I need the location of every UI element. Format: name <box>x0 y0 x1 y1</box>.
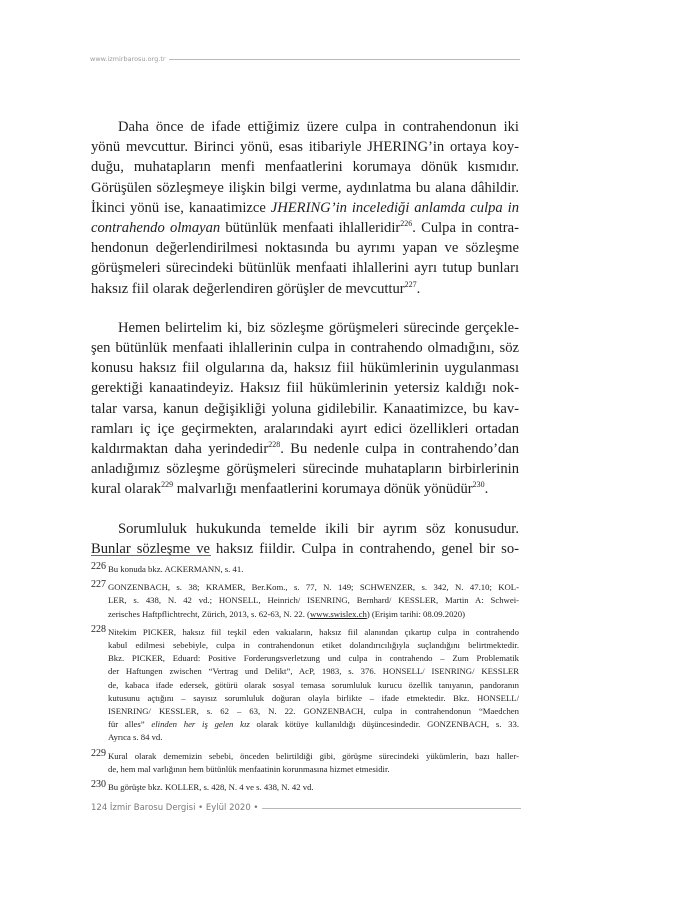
text-line: Daha önce de ifade ettiğimiz üzere culpa in contrahendonun iki <box>118 119 519 135</box>
paragraph-1 <box>91 117 519 299</box>
footnote-text: Bu konuda bkz. ACKERMANN, s. 41. <box>108 564 244 574</box>
text-run: ) (Erişim tarihi: 08.09.2020) <box>366 608 466 619</box>
italic-text: contrahendo olmayan <box>91 220 221 237</box>
text-line <box>91 198 519 218</box>
text-run: haksız fiil olarak değerlendiren görüşler de mevcuttur <box>91 280 405 297</box>
footnote-text <box>108 608 519 621</box>
text-line: Sorumluluk hukukunda temelde ikili bir ayrım söz konusudur. <box>118 520 519 537</box>
text-run: . Culpa in contra- <box>412 220 519 237</box>
footnote-229 <box>91 747 519 776</box>
text-run: kaldırmaktan daha yerindedir <box>91 441 269 458</box>
text-run: für alles” <box>108 719 152 730</box>
text-line: Hemen belirtelim ki, biz sözleşme görüşmeleri sürecinde gerçekle- <box>118 319 519 336</box>
footnote-227 <box>91 581 519 621</box>
text-run: zerisches Haftpflichtrecht, Zürich, 2013, s. 62-63, N. 22. ( <box>108 608 310 619</box>
footnote-text: Ayrıca s. 84 vd. <box>108 732 163 743</box>
footnote-text: der Haftungen zwischen “Vertrag und Delikt”, AcP, 1983, s. 376. HONSELL/ ISENRING/ KESSLER <box>108 666 519 677</box>
page-header <box>90 55 520 67</box>
footnote-ref-227[interactable]: 227 <box>404 279 417 289</box>
text-line: yönü mevcuttur. Birinci yönü, esas itibariyle JHERING’in ortaya koy- <box>91 139 519 156</box>
footnote-text: Bkz. PICKER, Eduard: Positive Forderungsverletzung und culpa in contrahendo – Zum Problematik <box>108 653 519 664</box>
text-line: şen bütünlük menfaati ihlallerinin culpa in contrahendo olmadığını, söz <box>91 340 519 357</box>
footnote-text: ISENRING/ KESSLER, s. 62 – 63, N. 22. GONZENBACH, culpa in contrahendonun “Maedchen <box>108 706 519 717</box>
footnote-number: 228 <box>91 623 106 635</box>
footnote-number: 229 <box>91 747 106 759</box>
footnote-ref-230[interactable]: 230 <box>472 480 485 490</box>
text-line <box>91 279 519 299</box>
text-line: hendonun değerlendirilmesi noktasında bu ayrımı yapan ve sözleşme <box>91 240 519 257</box>
text-line <box>91 218 519 238</box>
text-run: olarak kötüye kullanıldığı düşüncesindedir. GONZENBACH, s. 33. <box>249 719 519 730</box>
footnote-separator <box>91 555 211 556</box>
body-text <box>91 117 519 578</box>
text-line <box>91 439 519 459</box>
text-line <box>91 479 519 499</box>
footnote-ref-228[interactable]: 228 <box>268 440 281 450</box>
text-line: Görüşülen sözleşmeye ilişkin bilgi verme, aydınlatma bu alana dâhildir. <box>91 179 519 196</box>
footnote-text: Nitekim PICKER, haksız fiil teşkil eden vakıaların, haksız fiil alanından çıkartıp culpa in contrahendo <box>108 626 519 637</box>
footnote-text: Bu görüşte bkz. KOLLER, s. 428, N. 4 ve s. 438, N. 42 vd. <box>108 782 314 793</box>
footnote-text: kutusunu açtığını – sayısız sorumluluk doğuran olayla birlikte – ifade etmektedir. Bkz. HONSELL/ <box>108 692 519 703</box>
footnote-text: GONZENBACH, s. 38; KRAMER, Ber.Kom., s. 77, N. 149; SCHWENZER, s. 342, N. 47.10; KOL- <box>108 582 519 593</box>
text-run: İkinci yönü ise, kanaatimizce <box>91 199 271 216</box>
footnote-text: kabul edilmesi sebebiyle, culpa in contrahendonun etiket dolandırıcılığıyla suçlandığını belirtmektedir. <box>108 640 519 651</box>
swislex-link[interactable]: www.swislex.ch <box>309 608 367 619</box>
paragraph-2 <box>91 318 519 500</box>
footnote-230 <box>91 781 519 794</box>
text-line: görüşmeleri sürecindeki bütünlük menfaati ihlallerini ayrı tutup bunları <box>91 260 519 277</box>
text-run: kural olarak <box>91 481 162 498</box>
footnote-text: LER, s. 438, N. 42 vd.; HONSELL, Heinrich/ ISENRING, Bernhard/ KESSLER, Martin A: Schwei- <box>108 595 519 606</box>
footnote-number: 227 <box>91 579 106 591</box>
paragraph-3 <box>91 519 519 559</box>
footnote-text: Kural olarak dememizin sebebi, önceden belirtildiği gibi, görüşme sürecindeki yükümlerin, bazı haller- <box>108 750 519 761</box>
italic-text: JHERING’in incelediği anlamda culpa in <box>270 199 519 216</box>
text-line: konusu haksız fiil olgularına da, haksız fiil hükümlerinin uygulanması <box>91 360 519 377</box>
text-run: . <box>484 481 489 498</box>
footnote-228 <box>91 623 519 745</box>
italic-text: elinden her iş gelen kız <box>151 719 250 730</box>
text-line: talar varsa, kanun değişikliği yoluna gidilebilir. Kanaatimizce, bu kav- <box>91 400 519 417</box>
text-run: . Bu nedenle culpa in contrahendo’dan <box>280 441 520 458</box>
footnote-text: de, kabaca ifade edersek, götürü olarak sosyal temasa sorumluluk kurucu özellik tanıyanın, pandoranın <box>108 679 519 690</box>
text-line: gerektiği kanaatindeyiz. Haksız fiil hükümlerinin yetersiz kaldığı nok- <box>91 380 519 397</box>
footnote-226 <box>91 563 519 576</box>
header-url: www.izmirbarosu.org.tr <box>90 55 169 63</box>
text-run: . <box>416 280 421 297</box>
footer-text: 124 İzmir Barosu Dergisi • Eylül 2020 • <box>91 802 262 814</box>
footnote-number: 230 <box>91 779 106 791</box>
text-line: Bunlar sözleşme ve haksız fiildir. Culpa in contrahendo, genel bir so- <box>91 540 519 557</box>
text-line: duğu, muhatapların menfi menfaatlerini korumaya dönük kısmıdır. <box>91 159 519 176</box>
footnote-text: de, hem mal varlığının hem bütünlük menfaatinin korunmasına hizmet etmesidir. <box>108 763 390 774</box>
text-line: ramları iç içe geçirmekten, aralarındaki ayırt edici özellikleri ortadan <box>91 420 519 437</box>
footnote-text <box>108 718 519 731</box>
footnote-ref-226[interactable]: 226 <box>400 219 413 229</box>
footnotes <box>91 563 519 799</box>
text-run: bütünlük menfaati ihlalleridir <box>220 220 401 237</box>
page-footer <box>91 802 521 816</box>
text-run: malvarlığı menfaatlerini korumaya dönük yönüdür <box>173 481 473 498</box>
footnote-ref-229[interactable]: 229 <box>161 480 174 490</box>
footnote-number: 226 <box>91 561 106 572</box>
text-line: anladığımız sözleşme görüşmeleri sürecinde muhatapların birbirlerinin <box>91 461 519 478</box>
